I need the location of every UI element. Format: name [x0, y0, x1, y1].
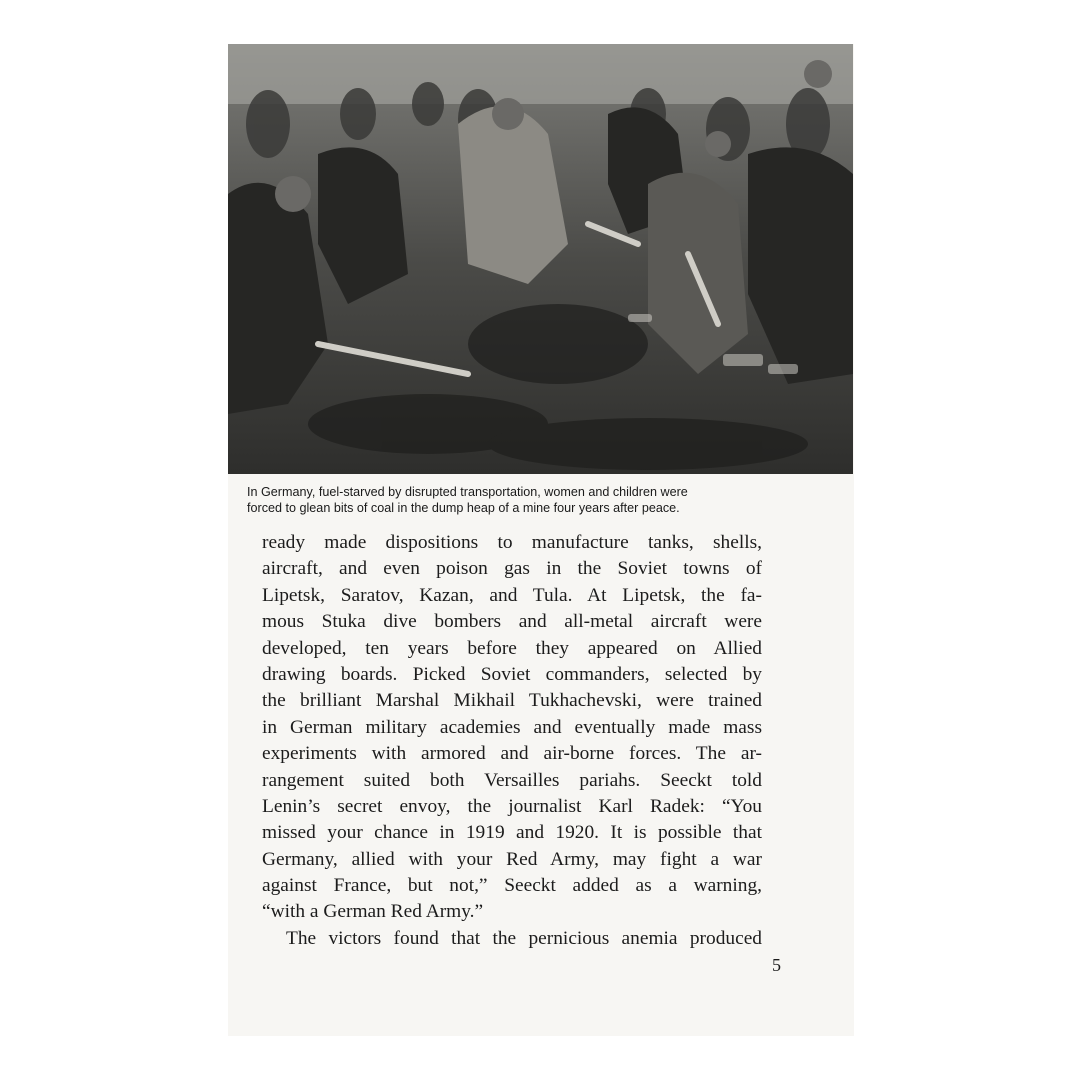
text-line: “with a German Red Army.” — [262, 901, 484, 923]
text-line: Lenin’s secret envoy, the journalist Karl Radek: “You — [262, 795, 762, 817]
text-line: Germany, allied with your Red Army, may fight a war — [262, 848, 762, 870]
text-line: rangement suited both Versailles pariahs. Seeckt told — [262, 769, 762, 791]
text-line: the brilliant Marshal Mikhail Tukhachevski, were trained — [262, 690, 762, 712]
text-line: ready made dispositions to manufacture tanks, shells, — [262, 532, 762, 553]
photograph-icon — [228, 44, 853, 474]
paragraph-start-line: The victors found that the pernicious anemia produced — [286, 927, 762, 949]
body-text — [262, 530, 762, 952]
text-line: missed your chance in 1919 and 1920. It is possible that — [262, 822, 762, 844]
caption-line: In Germany, fuel-starved by disrupted transportation, women and children were — [247, 485, 688, 499]
text-line: drawing boards. Picked Soviet commanders, selected by — [262, 663, 762, 685]
text-line: Lipetsk, Saratov, Kazan, and Tula. At Lipetsk, the fa- — [262, 584, 762, 606]
text-line: mous Stuka dive bombers and all-metal aircraft were — [262, 611, 762, 633]
text-line: against France, but not,” Seeckt added as a warning, — [262, 875, 762, 897]
page-number: 5 — [772, 955, 781, 975]
text-line: aircraft, and even poison gas in the Soviet towns of — [262, 558, 762, 580]
coal-gleaning-photograph — [228, 44, 853, 474]
photo-caption — [247, 484, 767, 516]
text-line: in German military academies and eventually made mass — [262, 716, 762, 738]
text-line: developed, ten years before they appeared on Allied — [262, 637, 762, 659]
caption-line: forced to glean bits of coal in the dump heap of a mine four years after peace. — [247, 501, 680, 515]
text-line: experiments with armored and air-borne forces. The ar- — [262, 743, 762, 765]
